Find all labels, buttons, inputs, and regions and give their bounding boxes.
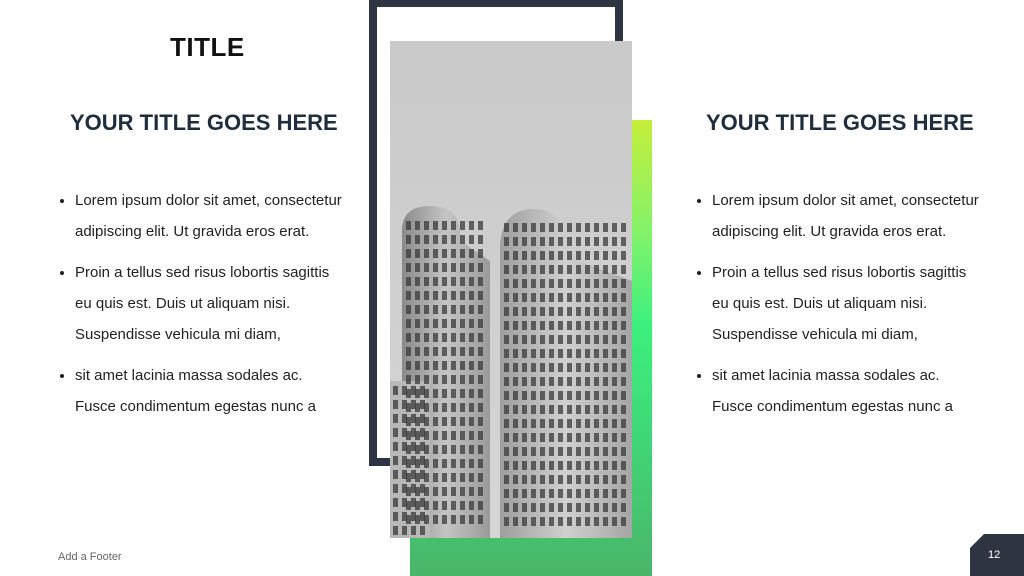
page-number: 12 [988,549,1001,561]
slide-title: TITLE [170,32,245,62]
list-item: • sit amet lacinia massa sodales ac. Fusce condimentum egestas nunc a [712,360,982,422]
building-image [390,41,632,538]
slide-footer: Add a Footer [58,551,122,563]
right-bullet-list [692,185,982,432]
left-column-heading: YOUR TITLE GOES HERE [70,110,338,135]
list-item: • Lorem ipsum dolor sit amet, consectetur adipiscing elit. Ut gravida eros erat. [712,185,982,247]
right-column-heading: YOUR TITLE GOES HERE [706,110,974,135]
list-item: • Proin a tellus sed risus lobortis sagittis eu quis est. Duis ut aliquam nisi. Suspendisse vehicula mi diam, [712,257,982,350]
list-item: • Lorem ipsum dolor sit amet, consectetur adipiscing elit. Ut gravida eros erat. [75,185,345,247]
building-photo[interactable] [390,41,632,538]
list-item: • Proin a tellus sed risus lobortis sagittis eu quis est. Duis ut aliquam nisi. Suspendisse vehicula mi diam, [75,257,345,350]
left-bullet-list [55,185,345,432]
list-item: • sit amet lacinia massa sodales ac. Fusce condimentum egestas nunc a [75,360,345,422]
